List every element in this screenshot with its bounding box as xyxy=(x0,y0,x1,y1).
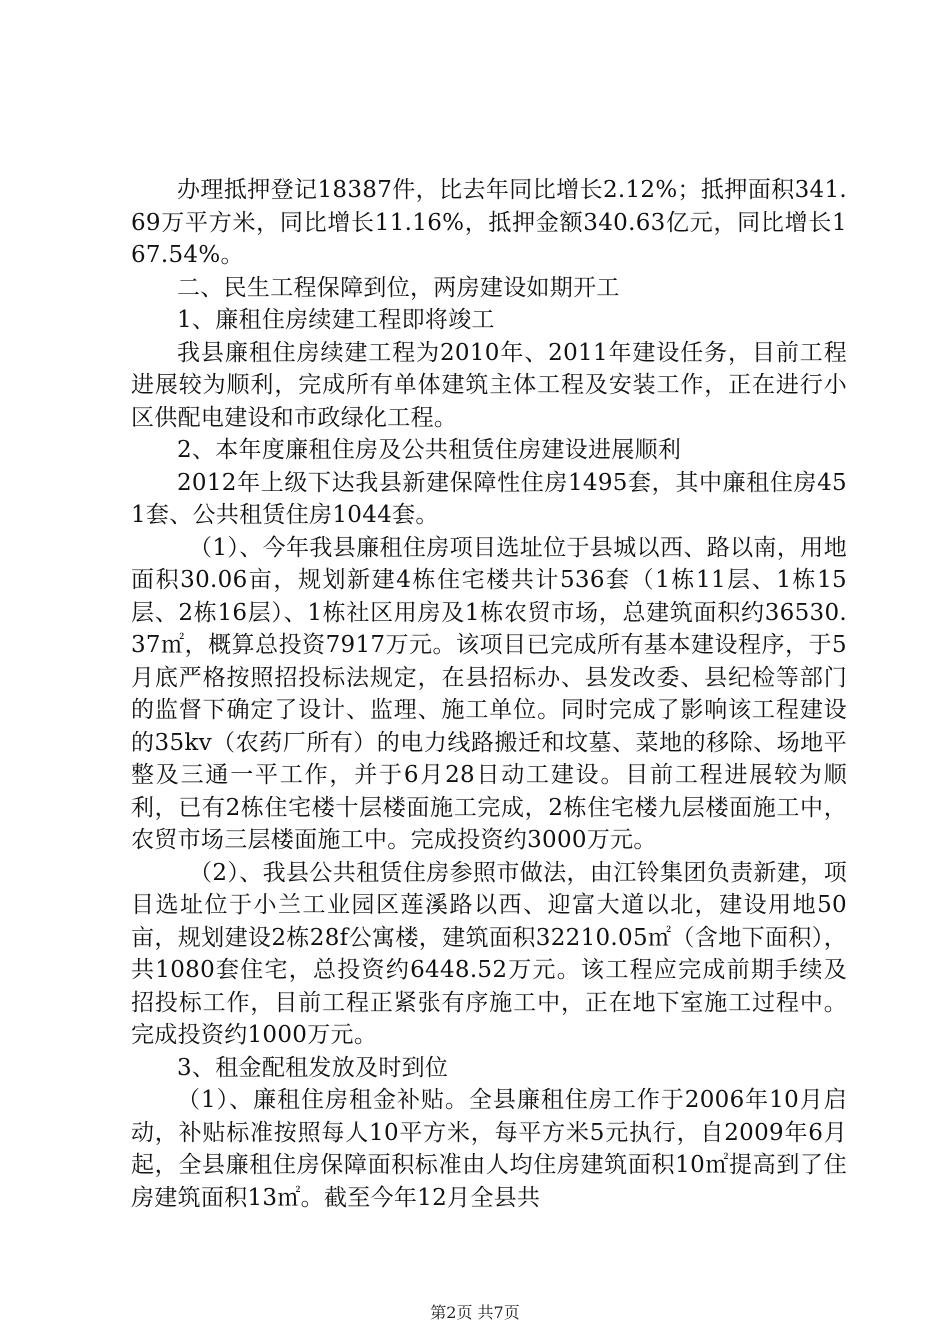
subheading-3: 3、租金配租发放及时到位 xyxy=(177,1054,449,1081)
paragraph-mortgage-stats: 办理抵押登记18387件，比去年同比增长2.12%；抵押面积341.69万平方米，同比增长11.16%，抵押金额340.63亿元，同比增长167.54%。 xyxy=(131,177,847,268)
subheading-1: 1、廉租住房续建工程即将竣工 xyxy=(177,307,495,333)
paragraph-continuation-project: 我县廉租住房续建工程为2010年、2011年建设任务，目前工程进展较为顺利，完成所有单体建筑主体工程及安装工作，正在进行小区供配电建设和市政绿化工程。 xyxy=(131,339,847,431)
paragraph-rent-subsidy: （1）、廉租住房租金补贴。全县廉租住房工作于2006年10月启动，补贴标准按照每人10平方米，每平方米5元执行，自2009年6月起，全县廉租住房保障面积标准由人均住房建筑面积10㎡提高到了住房建筑面积13㎡。截至今年12月全县共 xyxy=(131,1087,847,1211)
paragraph-public-rental-project: （2）、我县公共租赁住房参照市做法，由江铃集团负责新建，项目选址位于小兰工业园区莲溪路以西、迎富大道以北，建设用地50亩，规划建设2栋28f公寓楼，建筑面积32210.05㎡（含地下面积），共1080套住宅，总投资约6448.52万元。该工程应完成前期手续及招投标工作，目前工程正紧张有序施工中，正在地下室施工过程中。完成投资约1000万元。 xyxy=(131,859,847,1048)
section-heading-2: 二、民生工程保障到位，两房建设如期开工 xyxy=(177,274,620,301)
paragraph-2012-target: 2012年上级下达我县新建保障性住房1495套，其中廉租住房451套、公共租赁住房1044套。 xyxy=(131,469,847,528)
subheading-2: 2、本年度廉租住房及公共租赁住房建设进展顺利 xyxy=(177,437,682,463)
page-footer: 第2页 共7页 xyxy=(430,1303,520,1322)
document-body xyxy=(131,174,847,1214)
paragraph-low-rent-project: （1）、今年我县廉租住房项目选址位于县城以西、路以南，用地面积30.06亩，规划新建4栋住宅楼共计536套（1栋11层、1栋15层、2栋16层）、1栋社区用房及1栋农贸市场，总建筑面积约36530.37㎡，概算总投资7917万元。该项目已完成所有基本建设程序，于5月底严格按照招投标法规定，在县招标办、县发改委、县纪检等部门的监督下确定了设计、监理、施工单位。同时完成了影响该工程建设的35kv（农药厂所有）的电力线路搬迁和坟墓、菜地的移除、场地平整及三通一平工作，并于6月28日动工建设。目前工程进展较为顺利，已有2栋住宅楼十层楼面施工完成，2栋住宅楼九层楼面施工中，农贸市场三层楼面施工中。完成投资约3000万元。 xyxy=(131,534,847,853)
